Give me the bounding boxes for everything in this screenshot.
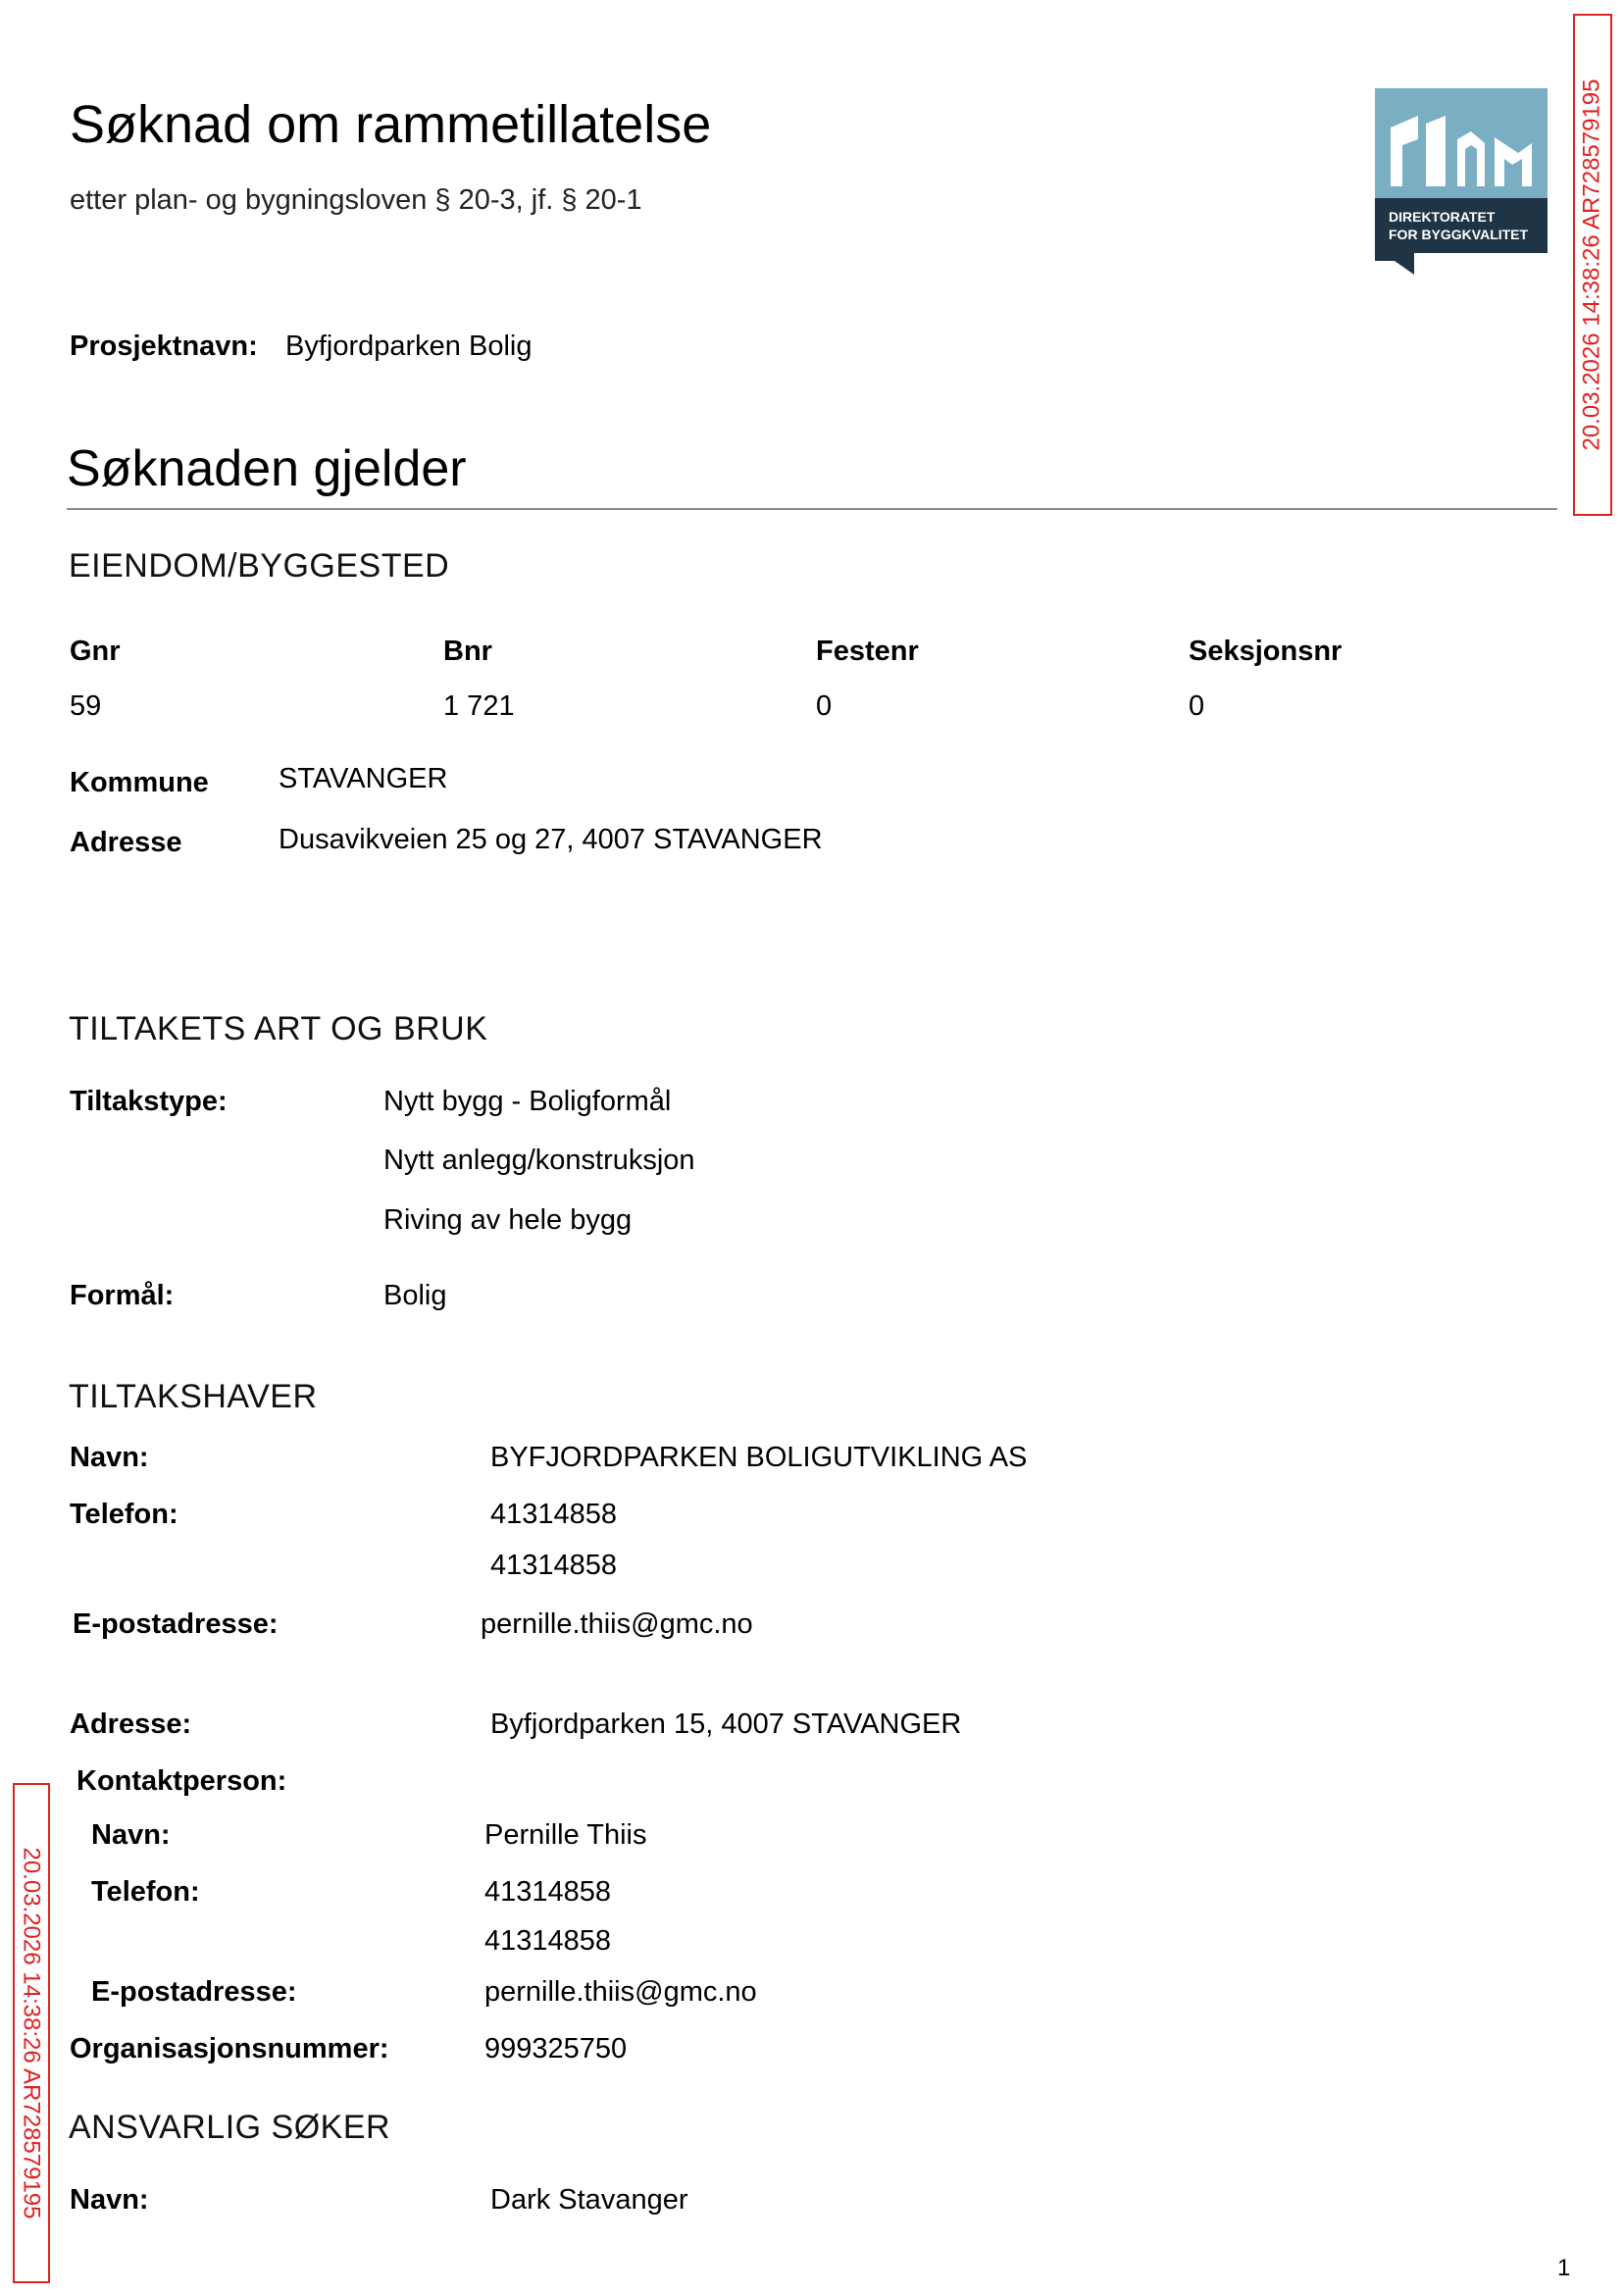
logo-text-line2: FOR BYGGKVALITET xyxy=(1389,227,1529,242)
org-nummer-label: Organisasjonsnummer: xyxy=(70,2033,389,2065)
tiltakshaver-adresse-value: Byfjordparken 15, 4007 STAVANGER xyxy=(490,1708,962,1740)
logo-flag-tail xyxy=(1375,253,1414,275)
formal-label: Formål: xyxy=(70,1280,175,1311)
seksjonsnr-label: Seksjonsnr xyxy=(1189,636,1343,667)
kontakt-telefon-value-2: 41314858 xyxy=(484,1925,612,1957)
timestamp-stamp-bottom xyxy=(13,1783,50,2283)
kommune-value: STAVANGER xyxy=(279,763,448,794)
tiltakshaver-epost-label: E-postadresse: xyxy=(73,1608,279,1640)
timestamp-stamp-top xyxy=(1573,14,1612,516)
gnr-value: 59 xyxy=(70,690,102,722)
kommune-label: Kommune xyxy=(70,767,209,798)
gnr-label: Gnr xyxy=(70,636,121,667)
logo-bottom-panel xyxy=(1375,198,1548,253)
tiltakshaver-heading: TILTAKSHAVER xyxy=(69,1378,318,1415)
stamp-text: 20.03.2026 14:38:26 AR728579195 xyxy=(1579,78,1605,451)
page-title: Søknad om rammetillatelse xyxy=(70,95,712,154)
dibk-logo xyxy=(1375,88,1548,275)
project-name-label: Prosjektnavn: xyxy=(70,331,258,362)
formal-value: Bolig xyxy=(383,1280,447,1311)
page-number: 1 xyxy=(1557,2255,1571,2281)
ansvarlig-heading: ANSVARLIG SØKER xyxy=(69,2109,391,2146)
kontakt-telefon-value-1: 41314858 xyxy=(484,1876,612,1908)
bnr-label: Bnr xyxy=(443,636,492,667)
section-title: Søknaden gjelder xyxy=(67,440,467,497)
page-subtitle: etter plan- og bygningsloven § 20-3, jf. § 20-1 xyxy=(70,184,642,216)
tiltakshaver-adresse-label: Adresse: xyxy=(70,1708,192,1740)
tiltakshaver-epost-value: pernille.thiis@gmc.no xyxy=(481,1608,753,1640)
stamp-text: 20.03.2026 14:38:26 AR728579195 xyxy=(19,1847,45,2219)
tiltak-heading: TILTAKETS ART OG BRUK xyxy=(69,1010,488,1047)
seksjonsnr-value: 0 xyxy=(1189,690,1205,722)
tiltakshaver-telefon-value-2: 41314858 xyxy=(490,1550,618,1581)
tiltakshaver-navn-label: Navn: xyxy=(70,1442,149,1473)
kontakt-telefon-label: Telefon: xyxy=(91,1876,200,1908)
tiltakstype-value-1: Nytt bygg - Boligformål xyxy=(383,1086,672,1117)
tiltakstype-value-3: Riving av hele bygg xyxy=(383,1204,633,1236)
tiltakstype-label: Tiltakstype: xyxy=(70,1086,228,1117)
eiendom-heading: EIENDOM/BYGGESTED xyxy=(69,547,450,585)
ansvarlig-navn-value: Dark Stavanger xyxy=(490,2184,688,2216)
kontakt-epost-label: E-postadresse: xyxy=(91,1976,297,2008)
tiltakshaver-telefon-label: Telefon: xyxy=(70,1499,178,1530)
section-divider xyxy=(67,508,1557,510)
tiltakstype-value-2: Nytt anlegg/konstruksjon xyxy=(383,1145,695,1176)
logo-text-line1: DIREKTORATET xyxy=(1389,209,1496,225)
project-name-value: Byfjordparken Bolig xyxy=(285,331,533,362)
kontakt-navn-label: Navn: xyxy=(91,1819,171,1851)
org-nummer-value: 999325750 xyxy=(484,2033,628,2065)
ansvarlig-navn-label: Navn: xyxy=(70,2184,149,2216)
bnr-value: 1 721 xyxy=(443,690,515,722)
kontakt-epost-value: pernille.thiis@gmc.no xyxy=(484,1976,757,2008)
kontakt-navn-value: Pernille Thiis xyxy=(484,1819,647,1851)
dibk-logo-graphic xyxy=(1375,88,1548,275)
kontaktperson-label: Kontaktperson: xyxy=(76,1765,287,1797)
tiltakshaver-telefon-value-1: 41314858 xyxy=(490,1499,618,1530)
festenr-label: Festenr xyxy=(816,636,919,667)
festenr-value: 0 xyxy=(816,690,833,722)
adresse-label: Adresse xyxy=(70,827,182,858)
adresse-value: Dusavikveien 25 og 27, 4007 STAVANGER xyxy=(279,824,823,855)
tiltakshaver-navn-value: BYFJORDPARKEN BOLIGUTVIKLING AS xyxy=(490,1442,1028,1473)
